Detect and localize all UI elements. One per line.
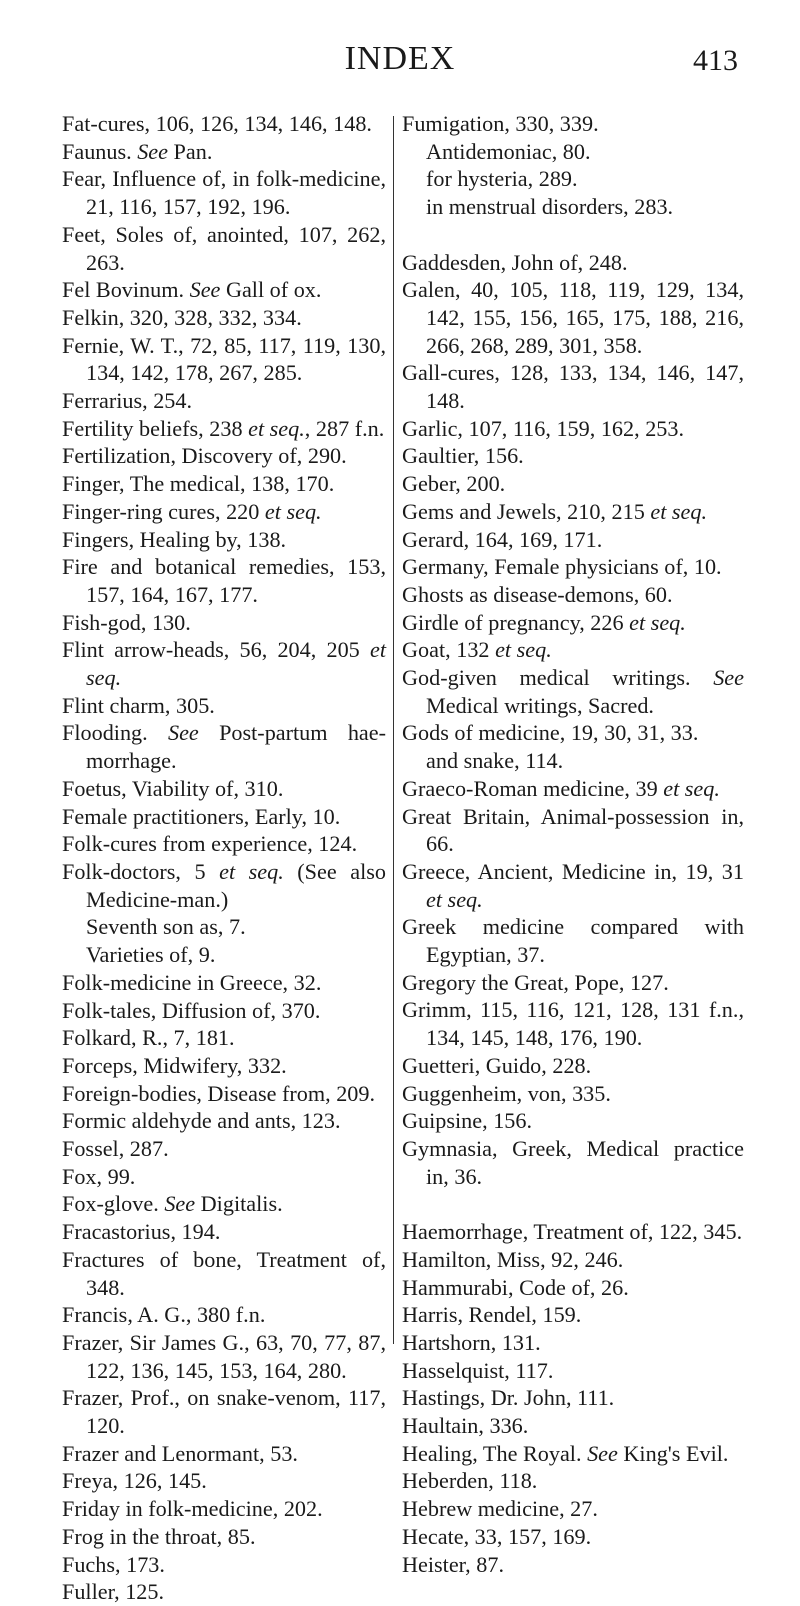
- entry-text: Folk-tales, Diffusion of, 370.: [62, 997, 321, 1023]
- index-entry: [62, 415, 386, 443]
- entry-italic: et seq.: [426, 886, 483, 912]
- entry-text: and snake, 114.: [426, 748, 564, 774]
- index-entry: [402, 553, 744, 581]
- entry-text: Goat, 132: [402, 637, 496, 663]
- index-entry: [402, 636, 744, 664]
- entry-text: Guggenheim, von, 335.: [402, 1080, 611, 1106]
- entry-italic: et seq.: [629, 609, 686, 635]
- entry-text: Gems and Jewels, 210, 215: [402, 498, 651, 524]
- entry-text: Folk-medicine in Greece, 32.: [62, 969, 322, 995]
- entry-text: Fuchs, 173.: [62, 1551, 165, 1577]
- index-entry: [62, 830, 386, 858]
- index-entry: [62, 1329, 386, 1384]
- entry-text: Gerard, 164, 169, 171.: [402, 526, 603, 552]
- entry-text: Garlic, 107, 116, 159, 162, 253.: [402, 415, 685, 441]
- entry-text: Folkard, R., 7, 181.: [62, 1025, 235, 1051]
- index-entry: [62, 442, 386, 470]
- index-entry: [62, 165, 386, 220]
- index-entry: [62, 1578, 386, 1606]
- entry-italic: See: [164, 1191, 196, 1217]
- column-divider: [393, 116, 394, 1344]
- index-entry: [402, 1523, 744, 1551]
- index-entry: [402, 858, 744, 913]
- entry-text: Harris, Rendel, 159.: [402, 1302, 582, 1328]
- entry-text: Fuller, 125.: [62, 1579, 165, 1605]
- entry-text-after: Digitalis.: [195, 1191, 283, 1217]
- entry-text: Finger, The medical, 138, 170.: [62, 471, 335, 497]
- index-entry: [402, 138, 744, 166]
- index-entry: [402, 1357, 744, 1385]
- entry-text-after: , 287 f.n.: [304, 415, 385, 441]
- index-entry: [62, 1024, 386, 1052]
- index-entry: [62, 387, 386, 415]
- index-entry: [62, 276, 386, 304]
- index-entry: [402, 969, 744, 997]
- entry-text: Flint arrow-heads, 56, 204, 205: [62, 637, 370, 663]
- entry-text: Felkin, 320, 328, 332, 334.: [62, 304, 302, 330]
- index-entry: [62, 609, 386, 637]
- entry-text: Gods of medicine, 19, 30, 31, 33.: [402, 720, 699, 746]
- index-entry: [62, 1080, 386, 1108]
- running-head: [0, 40, 800, 90]
- entry-text: Hartshorn, 131.: [402, 1329, 541, 1355]
- index-entry: [402, 1440, 744, 1468]
- entry-text: Flooding.: [62, 720, 168, 746]
- index-entry: [402, 1080, 744, 1108]
- index-entry: [402, 1052, 744, 1080]
- index-entry: [402, 1135, 744, 1190]
- entry-text: Guetteri, Guido, 228.: [402, 1052, 592, 1078]
- index-entry: [62, 1384, 386, 1439]
- index-entry: [402, 1274, 744, 1302]
- entry-text: Frazer, Sir James G., 63, 70, 77, 87, 122, 136, 145, 153, 164, 280.: [62, 1329, 386, 1383]
- entry-italic: et seq.: [264, 498, 322, 524]
- page-number: 413: [693, 44, 738, 77]
- index-entry: [402, 913, 744, 968]
- index-entry: [402, 664, 744, 719]
- index-entry: [402, 1467, 744, 1495]
- entry-text: Frog in the throat, 85.: [62, 1523, 256, 1549]
- index-entry: [62, 553, 386, 608]
- entry-text: Fox-glove.: [62, 1191, 165, 1217]
- entry-text: Fracastorius, 194.: [62, 1219, 221, 1245]
- entry-italic: See: [137, 138, 168, 164]
- entry-text: Heberden, 118.: [402, 1468, 538, 1494]
- index-entry: [62, 304, 386, 332]
- entry-text: Hastings, Dr. John, 111.: [402, 1385, 615, 1411]
- entry-text: Foreign-bodies, Disease from, 209.: [62, 1080, 376, 1106]
- entry-italic: See: [587, 1440, 618, 1466]
- entry-text: Fractures of bone, Treatment of, 348.: [62, 1246, 386, 1300]
- entry-text: Faunus.: [62, 138, 138, 164]
- index-column-left: [62, 110, 386, 1606]
- index-entry: [62, 1301, 386, 1329]
- entry-text: Guipsine, 156.: [402, 1108, 533, 1134]
- index-entry: [62, 1218, 386, 1246]
- entry-text: Grimm, 115, 116, 121, 128, 131 f.n., 134, 145, 148, 176, 190.: [402, 997, 744, 1051]
- entry-text: Fernie, W. T., 72, 85, 117, 119, 130, 134, 142, 178, 267, 285.: [62, 332, 386, 386]
- entry-text: Seventh son as, 7.: [86, 914, 246, 940]
- entry-text: Friday in folk-medicine, 202.: [62, 1496, 323, 1522]
- entry-text: Folk-doctors, 5: [62, 858, 220, 884]
- entry-text-after: Post-partum hae-morrhage.: [86, 720, 386, 774]
- index-entry: [402, 996, 744, 1051]
- entry-italic: See: [189, 277, 221, 303]
- entry-text: Female practitioners, Early, 10.: [62, 803, 341, 829]
- index-entry: [62, 1495, 386, 1523]
- index-entry: [62, 1163, 386, 1191]
- entry-text: Gaddesden, John of, 248.: [402, 249, 628, 275]
- index-entry: [62, 913, 386, 941]
- index-entry: [62, 221, 386, 276]
- entry-text: Hammurabi, Code of, 26.: [402, 1274, 629, 1300]
- index-entry: [62, 636, 386, 691]
- entry-text: Greek medicine compared with Egyptian, 37.: [402, 914, 744, 968]
- entry-italic: et seq.: [219, 858, 284, 884]
- index-entry: [402, 526, 744, 554]
- entry-text: Folk-cures from experience, 124.: [62, 831, 358, 857]
- index-entry: [402, 498, 744, 526]
- entry-text: Flint charm, 305.: [62, 692, 215, 718]
- entry-text: Great Britain, Animal-possession in, 66.: [402, 803, 744, 857]
- index-entry: [62, 941, 386, 969]
- index-entry: [62, 498, 386, 526]
- page-title: INDEX: [344, 40, 456, 77]
- index-entry: [62, 858, 386, 913]
- entry-text: Ghosts as disease-demons, 60.: [402, 581, 673, 607]
- index-entry: [402, 442, 744, 470]
- entry-text: in menstrual disorders, 283.: [426, 194, 674, 220]
- index-entry: [402, 581, 744, 609]
- entry-text: Fear, Influence of, in folk-medicine, 21, 116, 157, 192, 196.: [62, 166, 386, 220]
- entry-text: Geber, 200.: [402, 471, 506, 497]
- entry-text: Fumigation, 330, 339.: [402, 111, 599, 136]
- entry-text: Fertilization, Discovery of, 290.: [62, 443, 347, 469]
- entry-text: Hecate, 33, 157, 169.: [402, 1523, 592, 1549]
- entry-text: Formic aldehyde and ants, 123.: [62, 1108, 341, 1134]
- index-entry: [62, 1190, 386, 1218]
- entry-text: Feet, Soles of, anointed, 107, 262, 263.: [62, 221, 386, 275]
- entry-text: for hysteria, 289.: [426, 166, 578, 192]
- entry-text: Hasselquist, 117.: [402, 1357, 554, 1383]
- entry-text: Graeco-Roman medicine, 39: [402, 775, 664, 801]
- index-entry: [62, 692, 386, 720]
- entry-text: Freya, 126, 145.: [62, 1468, 207, 1494]
- index-column-right: [402, 110, 744, 1578]
- index-entry: [402, 415, 744, 443]
- index-entry: [402, 775, 744, 803]
- entry-text: Forceps, Midwifery, 332.: [62, 1052, 287, 1078]
- index-entry: [62, 1246, 386, 1301]
- entry-text-after: King's Evil.: [617, 1440, 729, 1466]
- entry-text: God-given medical writings.: [402, 665, 714, 691]
- entry-text: Gregory the Great, Pope, 127.: [402, 969, 669, 995]
- index-entry: [402, 1246, 744, 1274]
- index-entry: [62, 1523, 386, 1551]
- entry-italic: See: [713, 665, 744, 691]
- entry-text: Gall-cures, 128, 133, 134, 146, 147, 148.: [402, 360, 744, 414]
- entry-text: Ferrarius, 254.: [62, 388, 193, 414]
- index-entry: [402, 249, 744, 277]
- entry-text: Fish-god, 130.: [62, 609, 191, 635]
- entry-text: Girdle of pregnancy, 226: [402, 609, 630, 635]
- index-entry: [402, 110, 744, 138]
- entry-text: Healing, The Royal.: [402, 1440, 588, 1466]
- index-entry: [402, 276, 744, 359]
- entry-text: Greece, Ancient, Medicine in, 19, 31: [402, 858, 744, 884]
- index-entry: [62, 775, 386, 803]
- entry-text: Finger-ring cures, 220: [62, 498, 265, 524]
- entry-text: Hamilton, Miss, 92, 246.: [402, 1246, 624, 1272]
- index-entry: [62, 526, 386, 554]
- entry-text: Fox, 99.: [62, 1163, 136, 1189]
- index-entry: [62, 803, 386, 831]
- index-entry: [402, 1218, 744, 1246]
- entry-text: Fingers, Healing by, 138.: [62, 526, 287, 552]
- entry-text: Frazer, Prof., on snake-venom, 117, 120.: [62, 1385, 386, 1439]
- index-entry: [62, 969, 386, 997]
- entry-text: Antidemoniac, 80.: [426, 138, 591, 164]
- entry-italic: See: [167, 720, 199, 746]
- entry-text: Frazer and Lenormant, 53.: [62, 1440, 298, 1466]
- entry-text: Gaultier, 156.: [402, 443, 524, 469]
- index-entry: [402, 193, 744, 221]
- entry-text: Foetus, Viability of, 310.: [62, 775, 284, 801]
- entry-italic: et seq.: [248, 415, 305, 441]
- entry-text: Fertility beliefs, 238: [62, 415, 249, 441]
- entry-text-after: (See also Medicine-man.): [86, 858, 386, 912]
- entry-italic: et seq.: [495, 637, 552, 663]
- index-entry: [402, 1301, 744, 1329]
- index-entry: [402, 1551, 744, 1579]
- index-entry: [402, 1384, 744, 1412]
- index-entry: [402, 359, 744, 414]
- index-entry: [402, 470, 744, 498]
- entry-text: Germany, Female physicians of, 10.: [402, 554, 722, 580]
- entry-text: Haultain, 336.: [402, 1413, 529, 1439]
- entry-text-after: Pan.: [168, 138, 213, 164]
- entry-text: Fire and botanical remedies, 153, 157, 164, 167, 177.: [62, 554, 386, 607]
- index-entry: [402, 165, 744, 193]
- index-entry: [62, 719, 386, 774]
- index-entry: [62, 138, 386, 166]
- index-entry: [402, 1329, 744, 1357]
- entry-text: Gymnasia, Greek, Medical practice in, 36.: [402, 1136, 744, 1189]
- index-entry: [402, 609, 744, 637]
- entry-text: Varieties of, 9.: [86, 942, 216, 968]
- index-entry: [62, 1551, 386, 1579]
- index-entry: [402, 1495, 744, 1523]
- index-entry: [62, 110, 386, 138]
- index-entry: [62, 470, 386, 498]
- index-entry: [62, 1440, 386, 1468]
- entry-text: Fat-cures, 106, 126, 134, 146, 148.: [62, 111, 372, 136]
- index-entry: [62, 1467, 386, 1495]
- entry-italic: et seq.: [650, 498, 708, 524]
- index-entry: [62, 1052, 386, 1080]
- index-entry: [402, 747, 744, 775]
- entry-text: Francis, A. G., 380 f.n.: [62, 1302, 266, 1328]
- index-entry: [62, 997, 386, 1025]
- entry-italic: et seq.: [663, 775, 720, 801]
- entry-text: Heister, 87.: [402, 1551, 505, 1577]
- index-entry: [62, 1107, 386, 1135]
- entry-italic: et seq.: [86, 637, 386, 691]
- index-entry: [402, 719, 744, 747]
- entry-text-after: Medical writings, Sacred.: [426, 692, 654, 718]
- index-entry: [402, 803, 744, 858]
- index-entry: [402, 1107, 744, 1135]
- index-entry: [62, 1135, 386, 1163]
- entry-text-after: Gall of ox.: [220, 277, 322, 303]
- entry-text: Fossel, 287.: [62, 1136, 169, 1162]
- index-entry: [62, 332, 386, 387]
- entry-text: Haemorrhage, Treatment of, 122, 345.: [402, 1219, 743, 1245]
- entry-text: Galen, 40, 105, 118, 119, 129, 134, 142, 155, 156, 165, 175, 188, 216, 266, 268, 289, 301, 358.: [402, 277, 744, 358]
- entry-text: Fel Bovinum.: [62, 277, 190, 303]
- entry-text: Hebrew medicine, 27.: [402, 1496, 598, 1522]
